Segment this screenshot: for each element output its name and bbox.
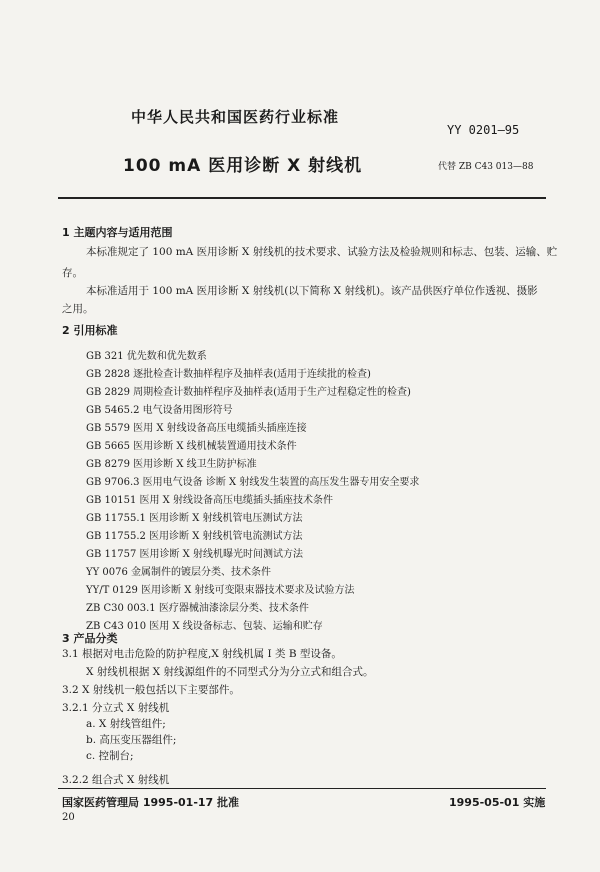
reference-item: GB 9706.3 医用电气设备 诊断 X 射线发生装置的高压发生器专用安全要求 xyxy=(86,477,420,488)
reference-item: GB 11755.2 医用诊断 X 射线机管电流测试方法 xyxy=(86,531,303,542)
section-3-heading: 3 产品分类 xyxy=(62,632,118,645)
list-item: b. 高压变压器组件; xyxy=(86,734,177,746)
issuing-authority-title: 中华人民共和国医药行业标准 xyxy=(131,108,340,126)
reference-item: GB 11755.1 医用诊断 X 射线机管电压测试方法 xyxy=(86,513,303,524)
clause-item: 3.2.1 分立式 X 射线机 xyxy=(62,702,170,714)
reference-item: GB 8279 医用诊断 X 线卫生防护标准 xyxy=(86,459,257,470)
reference-item: ZB C30 003.1 医疗器械油漆涂层分类、技术条件 xyxy=(86,603,309,614)
reference-item: GB 2828 逐批检查计数抽样程序及抽样表(适用于连续批的检查) xyxy=(86,369,371,380)
reference-item: YY 0076 金属制件的镀层分类、技术条件 xyxy=(86,567,272,578)
clause-item: 3.2 X 射线机一般包括以下主要部件。 xyxy=(62,684,240,696)
section-1-paragraph: 之用。 xyxy=(62,303,94,315)
reference-item: YY/T 0129 医用诊断 X 射线可变限束器技术要求及试验方法 xyxy=(86,585,355,596)
section-1-paragraph: 存。 xyxy=(62,267,83,279)
section-1-heading: 1 主题内容与适用范围 xyxy=(62,226,173,239)
standard-code: YY 0201—95 xyxy=(447,123,520,137)
implementation-line: 1995-05-01 实施 xyxy=(449,796,546,809)
reference-item: GB 5579 医用 X 射线设备高压电缆插头插座连接 xyxy=(86,423,307,434)
reference-item: GB 2829 周期检查计数抽样程序及抽样表(适用于生产过程稳定性的检查) xyxy=(86,387,411,398)
header-rule xyxy=(58,197,546,199)
footer-rule xyxy=(58,788,546,789)
clause-item: 3.2.2 组合式 X 射线机 xyxy=(62,774,170,786)
reference-item: GB 10151 医用 X 射线设备高压电缆插头插座技术条件 xyxy=(86,495,333,506)
page-number: 20 xyxy=(62,812,75,823)
section-2-heading: 2 引用标准 xyxy=(62,324,118,337)
clause-item: X 射线机根据 X 射线源组件的不同型式分为分立式和组合式。 xyxy=(86,666,374,678)
approval-line: 国家医药管理局 1995-01-17 批准 xyxy=(62,796,240,809)
reference-item: ZB C43 010 医用 X 线设备标志、包装、运输和贮存 xyxy=(86,621,323,632)
list-item: a. X 射线管组件; xyxy=(86,718,166,730)
document-title: 100 mA 医用诊断 X 射线机 xyxy=(123,156,363,176)
list-item: c. 控制台; xyxy=(86,750,134,762)
reference-item: GB 11757 医用诊断 X 射线机曝光时间测试方法 xyxy=(86,549,303,560)
reference-item: GB 5665 医用诊断 X 线机械装置通用技术条件 xyxy=(86,441,297,452)
section-1-paragraph: 本标准规定了 100 mA 医用诊断 X 射线机的技术要求、试验方法及检验规则和标志、包装、运输、贮 xyxy=(86,246,558,258)
reference-item: GB 321 优先数和优先数系 xyxy=(86,351,207,362)
replaces-note: 代替 ZB C43 013—88 xyxy=(438,162,534,172)
section-1-paragraph: 本标准适用于 100 mA 医用诊断 X 射线机(以下简称 X 射线机)。该产品供医疗单位作透视、摄影 xyxy=(86,285,538,297)
clause-item: 3.1 根据对电击危险的防护程度,X 射线机属 I 类 B 型设备。 xyxy=(62,648,342,660)
reference-item: GB 5465.2 电气设备用图形符号 xyxy=(86,405,233,416)
